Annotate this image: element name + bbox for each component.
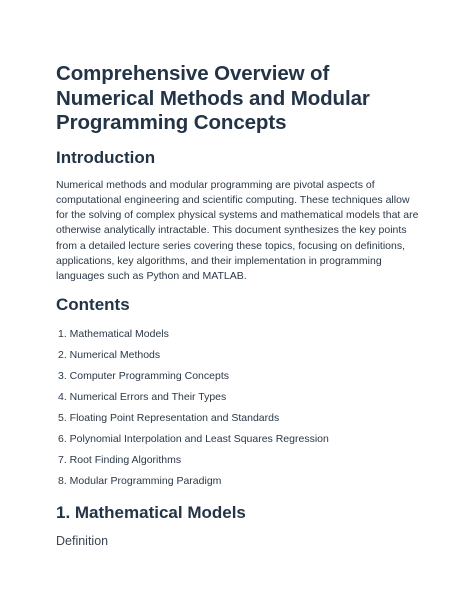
introduction-heading: Introduction — [56, 147, 156, 167]
definition-subheading: Definition — [56, 534, 109, 549]
introduction-paragraph: Numerical methods and modular programming are pivotal aspects of computational engineering and scientific computing. These techniques allow for the solving of complex physical systems and mathematical models that are otherwise analytically intractable. This document synthesizes the key points from a detailed lecture series covering these topics, focusing on definitions, applications, key algorithms, and their implementation in programming languages such as Python and MATLAB. — [56, 178, 419, 283]
contents-item-8: 8. Modular Programming Paradigm — [58, 475, 222, 488]
contents-item-7: 7. Root Finding Algorithms — [58, 454, 182, 467]
contents-item-2: 2. Numerical Methods — [58, 348, 161, 361]
contents-list — [56, 324, 424, 493]
contents-heading: Contents — [56, 294, 130, 314]
contents-item-5: 5. Floating Point Representation and Standards — [58, 411, 280, 424]
document-page — [56, 62, 424, 549]
contents-item-3: 3. Computer Programming Concepts — [58, 369, 229, 382]
section-1-heading: 1. Mathematical Models — [56, 503, 246, 523]
document-title: Comprehensive Overview of Numerical Methods and Modular Programming Concepts — [56, 62, 370, 134]
contents-item-1: 1. Mathematical Models — [58, 327, 169, 340]
contents-item-4: 4. Numerical Errors and Their Types — [58, 390, 227, 403]
contents-item-6: 6. Polynomial Interpolation and Least Squares Regression — [58, 433, 329, 446]
